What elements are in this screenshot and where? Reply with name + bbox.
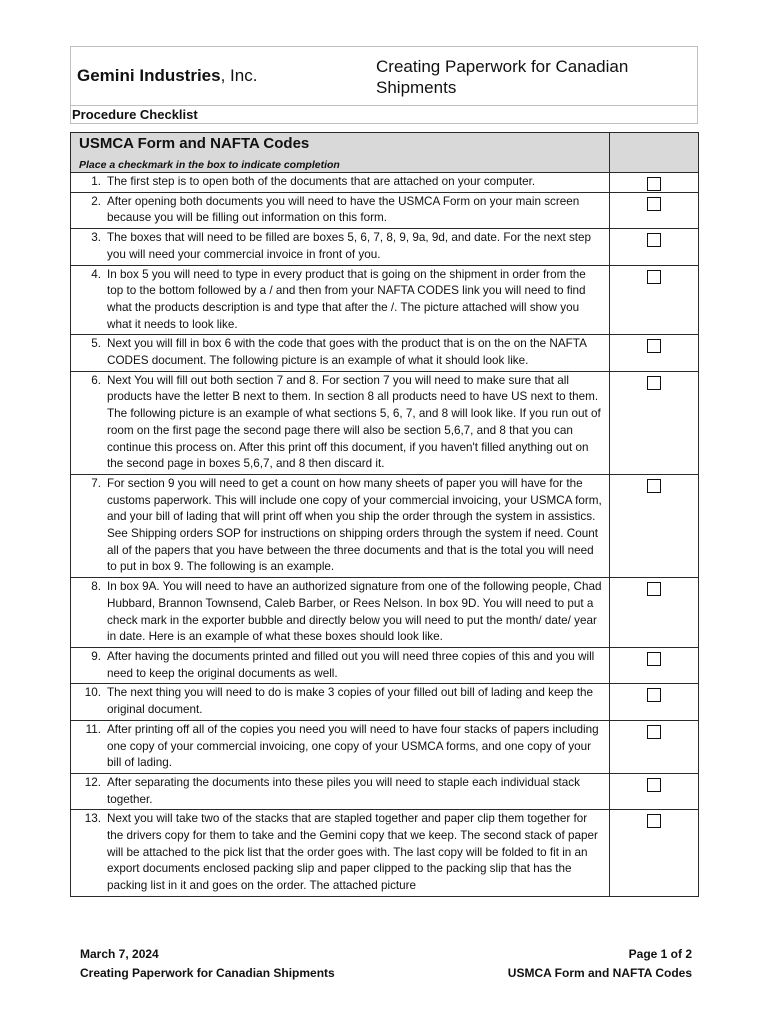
- step-number: 12.: [84, 775, 101, 789]
- company-name-bold: Gemini Industries: [77, 66, 221, 85]
- step-checkbox-cell[interactable]: [610, 265, 699, 335]
- footer-date: March 7, 2024: [80, 947, 159, 961]
- document-title: Creating Paperwork for Canadian Shipments: [376, 57, 629, 97]
- step-text: The boxes that will need to be filled are boxes 5, 6, 7, 8, 9, 9a, 9d, and date. For the next step you will need your commercial invoice in front of you.: [107, 231, 592, 261]
- company-name: [77, 66, 257, 86]
- procedure-checklist-label: Procedure Checklist: [70, 105, 698, 124]
- step-text: In box 5 you will need to type in every product that is going on the shipment in order from the top to the bottom followed by a / and then from your NAFTA CODES link you will need to find what the products description is and type that after the /. The picture attached will show you what it needs to look like.: [107, 267, 586, 331]
- step-checkbox-cell[interactable]: [610, 810, 699, 897]
- step-checkbox-cell[interactable]: [610, 578, 699, 648]
- checklist-step-row: [71, 474, 699, 577]
- step-checkbox-cell[interactable]: [610, 647, 699, 683]
- step-text: The first step is to open both of the documents that are attached on your computer.: [107, 175, 536, 188]
- checkbox-empty-icon[interactable]: [647, 233, 661, 247]
- section-header-row: [71, 133, 699, 173]
- step-number: 11.: [85, 722, 101, 736]
- section-title: USMCA Form and NAFTA Codes: [79, 135, 310, 152]
- checklist-step-row: [71, 335, 699, 371]
- step-checkbox-cell[interactable]: [610, 335, 699, 371]
- step-number: 9.: [91, 649, 101, 663]
- step-number: 2.: [91, 194, 101, 208]
- checkbox-column-header: [610, 133, 699, 173]
- checklist-step-row: [71, 810, 699, 897]
- step-number: 5.: [91, 337, 101, 351]
- section-instruction: Place a checkmark in the box to indicate completion: [79, 159, 340, 171]
- step-checkbox-cell[interactable]: [610, 474, 699, 577]
- checklist-step-row: [71, 773, 699, 809]
- checkbox-empty-icon[interactable]: [647, 582, 661, 596]
- step-text: After having the documents printed and filled out you will need three copies of this and you will need to keep the original documents as well.: [107, 649, 595, 680]
- step-checkbox-cell[interactable]: [610, 173, 699, 193]
- step-number: 7.: [91, 476, 101, 490]
- step-number: 1.: [91, 175, 101, 188]
- step-text: Next You will fill out both section 7 and 8. For section 7 you will need to make sure that all products have the letter B next to them. In section 8 all products need to have US next to them. The following picture is an example of what sections 5, 6, 7, and 8 will look like. If you run out of room on the first page the second page there will also be section 5,6,7, and 8 that you can continue this process on. After this print off this document, if you haven't filled anything out on the second page in boxes 5,6,7, and 8 then discard it.: [107, 373, 601, 471]
- checkbox-empty-icon[interactable]: [647, 479, 661, 493]
- checklist-step-row: [71, 192, 699, 228]
- checklist-step-row: [71, 173, 699, 193]
- step-number: 13.: [84, 812, 101, 826]
- step-text: After printing off all of the copies you need you will need to have four stacks of papers including one copy of your commercial invoicing, one copy of your USMCA forms, and one copy of your bill of lading.: [107, 722, 599, 770]
- step-number: 8.: [91, 580, 101, 594]
- checkbox-empty-icon[interactable]: [647, 778, 661, 792]
- step-checkbox-cell[interactable]: [610, 229, 699, 265]
- checkbox-empty-icon[interactable]: [647, 725, 661, 739]
- step-number: 6.: [91, 373, 101, 387]
- checkbox-empty-icon[interactable]: [647, 688, 661, 702]
- checklist-step-row: [71, 371, 699, 474]
- checklist-step-row: [71, 720, 699, 773]
- checklist-step-row: [71, 265, 699, 335]
- step-text: In box 9A. You will need to have an authorized signature from one of the following people, Chad Hubbard, Brannon Townsend, Caleb Barber, or Rees Nelson. In box 9D. You will need to put a check mark in the exporter bubble and directly below you will need to put the month/ date/ year in date. Here is an example of what these boxes should look like.: [107, 580, 602, 644]
- step-checkbox-cell[interactable]: [610, 684, 699, 720]
- document-header: [70, 46, 698, 105]
- footer-page-number: Page 1 of 2: [628, 947, 692, 961]
- step-checkbox-cell[interactable]: [610, 192, 699, 228]
- step-text: Next you will fill in box 6 with the code that goes with the product that is on the on the NAFTA CODES document. The following picture is an example of what it should look like.: [107, 337, 587, 368]
- document-page: [70, 46, 698, 893]
- step-number: 3.: [91, 231, 101, 245]
- step-number: 10.: [84, 686, 101, 700]
- step-text: The next thing you will need to do is make 3 copies of your filled out bill of lading and keep the original document.: [107, 686, 593, 717]
- step-checkbox-cell[interactable]: [610, 371, 699, 474]
- step-text: Next you will take two of the stacks that are stapled together and paper clip them together for the drivers copy for them to take and the Gemini copy that we keep. The second stack of paper will be attached to the pick list that the order goes with. The last copy will be folded to fit in an export documents enclosed packing slip and paper clipped to the packing slip that has the packing list in it and goes on the order. The attached picture: [107, 812, 598, 893]
- footer-document-name: Creating Paperwork for Canadian Shipments: [80, 966, 335, 980]
- checkbox-empty-icon[interactable]: [647, 177, 661, 191]
- checklist-step-row: [71, 229, 699, 265]
- step-checkbox-cell[interactable]: [610, 720, 699, 773]
- checklist-table: [70, 132, 699, 897]
- step-text: After opening both documents you will need to have the USMCA Form on your main screen because you will be filling out information on this form.: [107, 194, 580, 225]
- checkbox-empty-icon[interactable]: [647, 652, 661, 666]
- checkbox-empty-icon[interactable]: [647, 339, 661, 353]
- step-text: For section 9 you will need to get a count on how many sheets of paper you will have for the customs paperwork. This will include one copy of your commercial invoicing, your USMCA form, and your bill of lading that will print off when you ship the order through the system in assistics. See Shipping orders SOP for instructions on shipping orders through the system if need. Count all of the papers that you have between the three documents and that is the total you will need to put in box 9. The following is an example.: [107, 476, 602, 574]
- checkbox-empty-icon[interactable]: [647, 197, 661, 211]
- step-text: After separating the documents into these piles you will need to staple each individual stack together.: [107, 775, 580, 806]
- step-number: 4.: [91, 267, 101, 281]
- company-name-suffix: , Inc.: [220, 66, 258, 85]
- checkbox-empty-icon[interactable]: [647, 270, 661, 284]
- checkbox-empty-icon[interactable]: [647, 814, 661, 828]
- checklist-step-row: [71, 647, 699, 683]
- step-checkbox-cell[interactable]: [610, 773, 699, 809]
- checkbox-empty-icon[interactable]: [647, 376, 661, 390]
- checklist-step-row: [71, 578, 699, 648]
- footer-section-name: USMCA Form and NAFTA Codes: [507, 966, 692, 980]
- checklist-step-row: [71, 684, 699, 720]
